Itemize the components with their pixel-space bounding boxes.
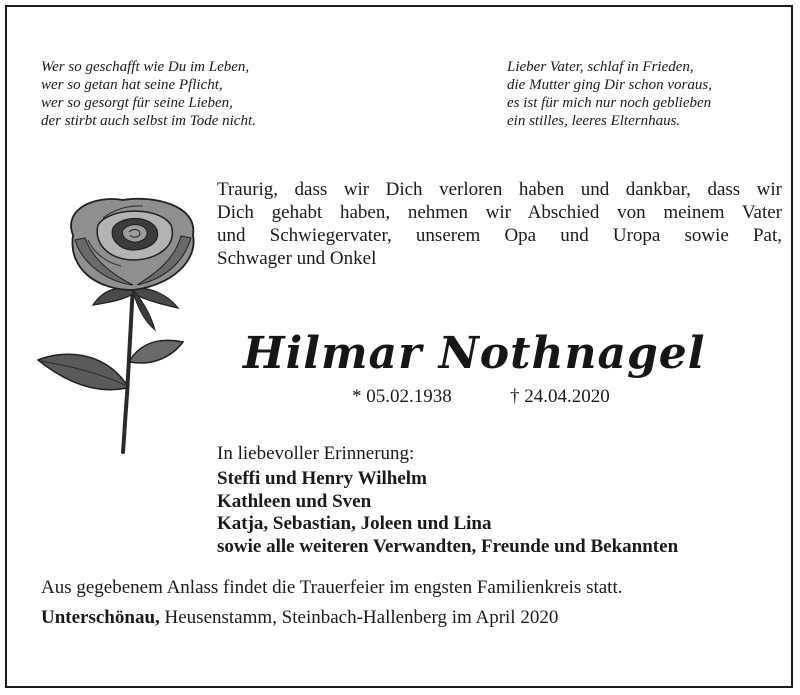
family-entry: Katja, Sebastian, Joleen und Lina	[217, 513, 492, 534]
poem-right-line: die Mutter ging Dir schon voraus,	[507, 77, 712, 93]
poem-left-line: wer so gesorgt für seine Lieben,	[41, 95, 233, 111]
rose-leaf-left	[38, 354, 127, 389]
places-bold: Unterschönau,	[41, 607, 160, 628]
rose-leaf-right	[130, 340, 183, 363]
poem-left	[41, 58, 256, 130]
rose-stem	[123, 285, 133, 452]
family-list	[217, 468, 678, 558]
intro-line: Schwager und Onkel	[217, 248, 377, 269]
memory-label: In liebevoller Erinnerung:	[217, 443, 415, 464]
family-entry: Kathleen und Sven	[217, 490, 372, 512]
poem-left-line: Wer so geschafft wie Du im Leben,	[41, 59, 250, 75]
poem-right	[507, 58, 712, 130]
places-rest: Heusenstamm, Steinbach-Hallenberg im April 2020	[159, 607, 559, 628]
poem-right-line: ein stilles, leeres Elternhaus.	[507, 113, 681, 129]
intro-text	[217, 178, 782, 270]
intro-line: Traurig, dass wir Dich verloren haben und dankbar, dass wir	[217, 179, 782, 200]
poem-right-line: es ist für mich nur noch geblieben	[507, 95, 712, 111]
ceremony-note: Aus gegebenem Anlass findet die Trauerfeier im engsten Familienkreis statt.	[41, 577, 623, 598]
poem-left-line: der stirbt auch selbst im Tode nicht.	[41, 113, 256, 129]
places-line	[41, 607, 558, 629]
intro-line: Dich gehabt haben, nehmen wir Abschied von meinem Vater	[217, 202, 782, 223]
deceased-name: Hilmar Nothnagel	[243, 328, 706, 379]
poem-right-line: Lieber Vater, schlaf in Frieden,	[507, 59, 694, 75]
death-date: † 24.04.2020	[510, 386, 610, 407]
poem-left-line: wer so getan hat seine Pflicht,	[41, 77, 223, 93]
family-entry: Steffi und Henry Wilhelm	[217, 468, 427, 489]
birth-date: * 05.02.1938	[352, 386, 452, 407]
intro-line: und Schwiegervater, unserem Opa und Uropa sowie Pat,	[217, 225, 782, 246]
rose-icon	[33, 190, 213, 460]
family-entry: sowie alle weiteren Verwandten, Freunde und Bekannten	[217, 535, 679, 557]
